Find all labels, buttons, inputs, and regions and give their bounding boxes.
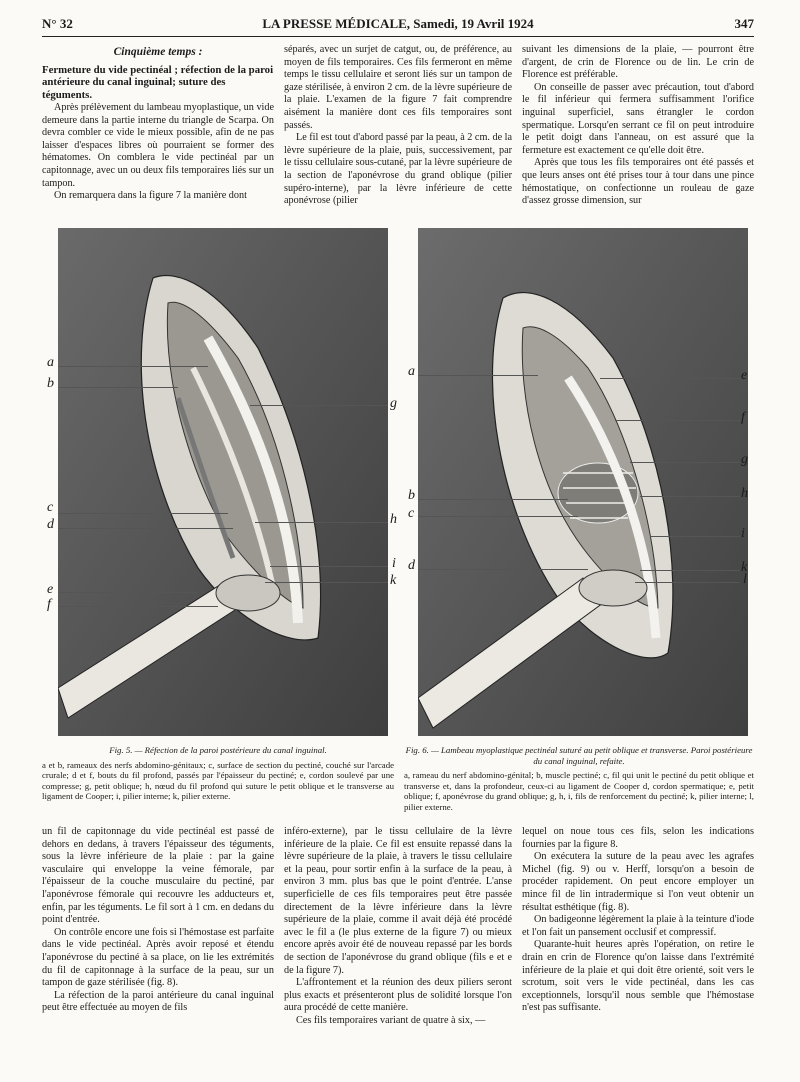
fig5-label-b: b xyxy=(47,376,54,391)
fig6-label-a: a xyxy=(408,364,415,379)
header-rule xyxy=(42,36,754,37)
figure-6-caption-title: Fig. 6. — Lambeau myoplastique pectinéal suturé au petit oblique et transverse. Paroi postérieure du canal inguinal, refaite. xyxy=(405,745,753,766)
leader-line xyxy=(250,405,388,406)
bottom-column-2 xyxy=(284,826,512,1028)
fig6-label-c: c xyxy=(408,506,415,521)
leader-line xyxy=(58,606,218,607)
paragraph: On badigeonne légèrement la plaie à la teinture d'iode et l'on fait un pansement occlusif et compressif. xyxy=(522,914,754,938)
paragraph: Après prélèvement du lambeau myoplastique, un vide demeure dans la partie interne du triangle de Scarpa. On devra combler ce vide le mieux possible, afin de ne pas laisser d'espaces libres où pourraient se former des hématomes. On comblera le vide pectinéal par un capitonnage, avec un ou deux fils temporaires liés sur un tampon. xyxy=(42,101,274,189)
figure-5-caption-title: Fig. 5. — Réfection de la paroi postérieure du canal inguinal. xyxy=(109,745,327,755)
fig6-label-i: i xyxy=(741,526,745,541)
paragraph: Ces fils temporaires variant de quatre à six, — xyxy=(296,1014,486,1026)
figure-6-caption xyxy=(404,745,754,813)
fig5-label-g: g xyxy=(390,396,397,411)
bottom-column-1 xyxy=(42,826,274,1015)
section-title: Cinquième temps : xyxy=(113,46,203,58)
fig5-label-k: k xyxy=(390,573,397,588)
figure-5-illustration xyxy=(58,228,388,736)
figure-6-caption-body: a, rameau du nerf abdomino-génital; b, muscle pectiné; c, fil qui unit le pectiné du petit oblique et transverse et, dans la profondeur, ceux-ci au ligament de Cooper d, cordon spermatique; e, petit oblique; f, aponévrose du grand oblique; g, h, i, fils de renforcement du pectiné; k, pilier interne; l, pilier externe. xyxy=(404,770,754,812)
leader-line xyxy=(418,499,568,500)
leader-line xyxy=(418,375,538,376)
leader-line xyxy=(58,387,178,388)
paragraph: Quarante-huit heures après l'opération, on retire le drain en crin de Florence qu'on laisse dans l'extrémité inférieure de la plaie et qui doit être orienté, soit vers le scrotum, soit vers le vide pectinéal, dans les cas exceptionnels, lorsqu'il nous semble que l'hémostase n'est pas suffisante. xyxy=(522,939,754,1014)
paragraph: suivant les dimensions de la plaie, — pourront être d'argent, de crin de Florence ou de lin. Le crin de Florence est préférable. xyxy=(522,44,754,81)
leader-line xyxy=(265,582,388,583)
paragraph: L'affrontement et la réunion des deux piliers seront plus exacts et présenteront plus de solidité lorsque l'on aura procédé de cette manière. xyxy=(284,977,512,1014)
figure-6-illustration xyxy=(418,228,748,736)
leader-line xyxy=(418,569,588,570)
top-column-3 xyxy=(522,44,754,208)
fig5-label-f: f xyxy=(47,597,51,612)
fig6-label-g: g xyxy=(741,452,748,467)
leader-line xyxy=(615,420,740,421)
fig6-label-l: l xyxy=(743,572,747,587)
leader-line xyxy=(650,536,740,537)
fig5-label-i: i xyxy=(392,556,396,571)
fig6-label-k: k xyxy=(741,560,748,575)
fig5-label-h: h xyxy=(390,512,397,527)
leader-line xyxy=(640,570,740,571)
bottom-column-3 xyxy=(522,826,754,1015)
leader-line xyxy=(58,513,228,514)
fig6-label-f: f xyxy=(741,410,745,425)
top-column-1 xyxy=(42,44,274,203)
running-header xyxy=(42,16,754,36)
section-subtitle: Fermeture du vide pectinéal ; réfection de la paroi antérieure du canal inguinal; suture des téguments. xyxy=(42,63,274,102)
paragraph: Après que tous les fils temporaires ont été passés et que leurs anses ont été prises tour à tour dans une pince hémostatique, on confectionne un rouleau de gaze d'assez grosse dimension, sur xyxy=(522,157,754,207)
paragraph: La réfection de la paroi antérieure du canal inguinal peut être effectuée au moyen de fils xyxy=(42,989,274,1014)
paragraph: un fil de capitonnage du vide pectinéal est passé de dehors en dedans, à travers l'épaisseur des téguments, sous la lèvre inférieure de la plaie : par la gaine vasculaire qui enveloppe la veine fémorale, par l'épaisseur de la couche musculaire du pectiné, par l'aponévrose fémorale qui recouvre les adducteurs et, enfin, par les téguments. Le fil sort à 1 cm. en dedans du point d'entrée. xyxy=(42,826,274,926)
fig6-label-d: d xyxy=(408,558,415,573)
leader-line xyxy=(418,516,578,517)
fig5-label-c: c xyxy=(47,500,54,515)
paragraph: séparés, avec un surjet de catgut, ou, de préférence, au moyen de fils temporaires. Ces fils fermeront en même temps le tissu cellulaire et seront liés sur un tampon de gaze stérilisée, à environ 2 cm. de la lèvre supérieure de la plaie. L'examen de la figure 7 fait comprendre aisément la manière dont ces fils temporaires sont passés. xyxy=(284,44,512,131)
fig5-label-a: a xyxy=(47,355,54,370)
fig6-label-h: h xyxy=(741,486,748,501)
top-column-2 xyxy=(284,44,512,208)
leader-line xyxy=(635,582,740,583)
leader-line xyxy=(255,522,388,523)
leader-line xyxy=(58,528,233,529)
paragraph: inféro-externe), par le tissu cellulaire de la lèvre inférieure de la plaie. Ce fil est ensuite repassé dans la lèvre supérieure de la plaie, à travers le tissu cellulaire et la peau, pour sortir enfin à la surface de la peau, à environ 3 mm. plus bas que le point d'entrée. L'anse superficielle de ces fils temporaires peut être passée directement de la lèvre inférieure dans la lèvre supérieure de la plaie, comme il avait déjà été procédé avec le fil a (le plus externe de la figure 7) ou mieux encore après avoir été de nouveau repassé par les bords de section de l'aponévrose du grand oblique (fils e et e de la figure 7). xyxy=(284,826,512,976)
paragraph: On exécutera la suture de la peau avec les agrafes Michel (fig. 9) ou v. Herff, lorsqu'on a besoin de procéder rapidement. On peut encore employer un mince fil de lin intradermique si l'on veut obtenir un résultat esthétique (fig. 8). xyxy=(522,851,754,913)
paragraph: lequel on noue tous ces fils, selon les indications fournies par la figure 8. xyxy=(522,826,754,850)
page-number: 347 xyxy=(734,16,754,31)
paragraph: Le fil est tout d'abord passé par la peau, à 2 cm. de la lèvre supérieure de la plaie, puis, successivement, par le tissu cellulaire sous-cutané, par la lèvre supérieure de la section de l'aponévrose du grand oblique (pilier supéro-interne), par la lèvre inférieure de cette aponévrose (pilier xyxy=(284,132,512,207)
leader-line xyxy=(58,592,198,593)
leader-line xyxy=(58,366,208,367)
figure-5-caption xyxy=(42,745,394,802)
paragraph: On remarquera dans la figure 7 la manière dont xyxy=(54,190,247,202)
figure-5-caption-body: a et b, rameaux des nerfs abdomino-génitaux; c, surface de section du pectiné, couché sur l'arcade crurale; d et f, bouts du fil profond, passés par l'épaisseur du pectiné; e, cordon soulevé par une compresse; g, petit oblique; h, nœud du fil profond qui suture le petit oblique et le transverse au ligament de Cooper; i, pilier interne; k, pilier externe. xyxy=(42,759,394,802)
paragraph: On contrôle encore une fois si l'hémostase est parfaite dans le vide pectinéal. Après avoir reposé et étendu l'aponévrose du pectiné à sa place, on lie les extrémités du fil de capitonnage à la surface de la peau, sur un tampon de gaze stérilisée (fig. 8). xyxy=(42,926,274,989)
fig6-label-e: e xyxy=(741,368,748,383)
leader-line xyxy=(640,496,740,497)
leader-line xyxy=(600,378,740,379)
journal-title: LA PRESSE MÉDICALE, Samedi, 19 Avril 1924 xyxy=(262,16,534,31)
issue-number: N° 32 xyxy=(42,16,73,31)
leader-line xyxy=(630,462,740,463)
fig5-label-d: d xyxy=(47,517,54,532)
fig5-label-e: e xyxy=(47,582,54,597)
leader-line xyxy=(270,566,388,567)
fig6-label-b: b xyxy=(408,488,415,503)
paragraph: On conseille de passer avec précaution, tout d'abord le fil inférieur qui fermera suffisamment l'orifice inguinal superficiel, sans étrangler le cordon spermatique. Lorsqu'en serrant ce fil on peut introduire le petit doigt dans l'anneau, on est assuré que la fermeture est exactement ce qu'elle doit être. xyxy=(522,81,754,156)
